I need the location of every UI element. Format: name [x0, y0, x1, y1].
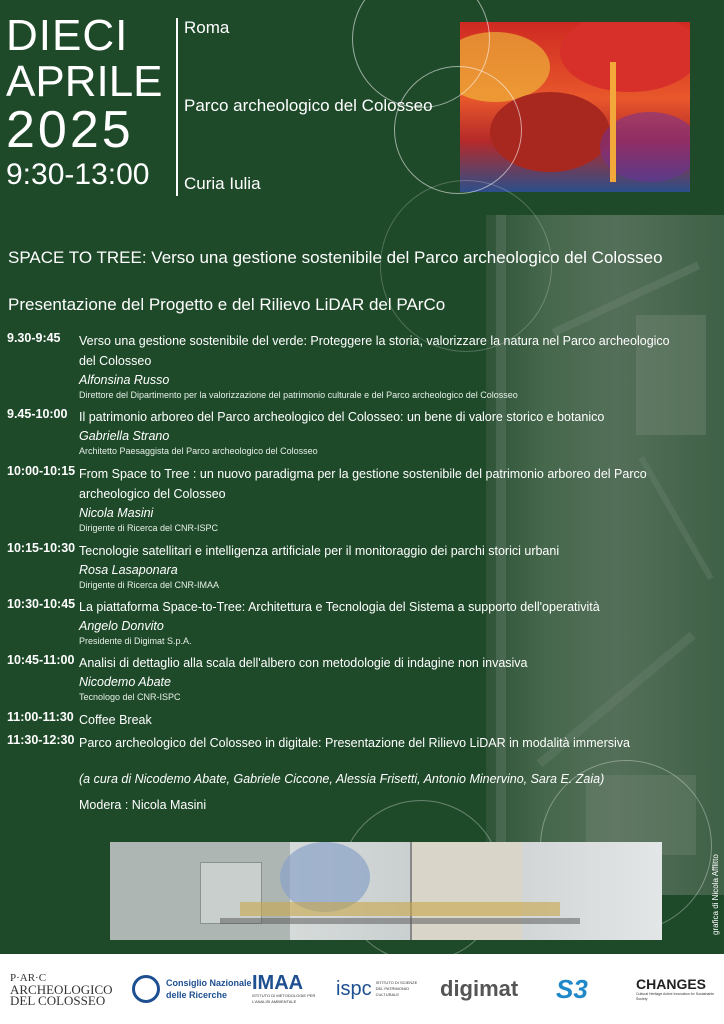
- imaa-logo-text: IMAA: [252, 972, 304, 994]
- program-time: 10:45-11:00: [7, 653, 75, 667]
- program-talk: La piattaforma Space-to-Tree: Architettura e Tecnologia del Sistema a supporto dell'operatività: [79, 600, 600, 614]
- program-time: 10:00-10:15: [7, 464, 76, 478]
- program-talk: Tecnologie satellitari e intelligenza artificiale per il monitoraggio dei parchi storici urbani: [79, 544, 560, 558]
- room: Curia Iulia: [184, 174, 261, 193]
- date-day: DIECI: [6, 11, 129, 60]
- program-role: Tecnologo del CNR-ISPC: [79, 692, 181, 702]
- ispc-logo: [336, 954, 424, 1024]
- program-time: 10:15-10:30: [7, 541, 76, 555]
- moderator: Modera : Nicola Masini: [79, 798, 207, 812]
- changes-logo-text: CHANGES: [636, 976, 707, 992]
- program-talk: Coffee Break: [79, 713, 152, 727]
- cnr-emblem-icon: [132, 975, 160, 1003]
- date-year: 2025: [6, 101, 134, 159]
- ispc-logo-text: ispc: [336, 977, 372, 1000]
- program-speaker: Gabriella Strano: [79, 429, 170, 443]
- program-talk: Parco archeologico del Colosseo in digitale: Presentazione del Rilievo LiDAR in modalità immersiva: [79, 736, 630, 750]
- parco-logo-line3: DEL COLOSSEO: [10, 992, 106, 1008]
- program-role: Presidente di Digimat S.p.A.: [79, 636, 192, 646]
- imaa-logo-subtitle: ISTITUTO DI METODOLOGIE PER L'ANALISI AMBIENTALE: [252, 993, 316, 1004]
- program-talk: Analisi di dettaglio alla scala dell'albero con metodologie di indagine non invasiva: [79, 656, 528, 670]
- imaa-logo: [252, 954, 324, 1024]
- program-speaker: (a cura di Nicodemo Abate, Gabriele Ciccone, Alessia Frisetti, Antonio Minervino, Sara E. Zaia): [79, 772, 605, 786]
- program-talk: From Space to Tree : un nuovo paradigma per la gestione sostenibile del patrimonio arboreo del Parco archeologico del Colosseo: [79, 467, 647, 501]
- program-time: 10:30-10:45: [7, 597, 76, 611]
- date-time: 9:30-13:00: [6, 158, 150, 191]
- program-talk: Il patrimonio arboreo del Parco archeologico del Colosseo: un bene di valore storico e botanico: [79, 410, 605, 424]
- program-role: Architetto Paesaggista del Parco archeologico del Colosseo: [79, 446, 318, 456]
- divider-line: [176, 18, 178, 196]
- decor-circle: [394, 66, 522, 194]
- logo-footer: [0, 954, 724, 1024]
- parco-logo-line1: P·AR·C: [10, 971, 47, 984]
- program-speaker: Rosa Lasaponara: [79, 563, 178, 577]
- cnr-logo: [132, 954, 252, 1024]
- program-speaker: Nicola Masini: [79, 506, 154, 520]
- s3-logo: [556, 954, 588, 1024]
- changes-logo-subtitle: Cultural Heritage Active Innovation for Sustainable Society: [636, 992, 715, 1001]
- program-time: 11:00-11:30: [7, 710, 74, 724]
- program-speaker: Alfonsina Russo: [79, 373, 170, 387]
- event-subtitle: Presentazione del Progetto e del Rilievo LiDAR del PArCo: [8, 295, 446, 314]
- program-speaker: Angelo Donvito: [79, 619, 164, 633]
- program-speaker: Nicodemo Abate: [79, 675, 171, 689]
- cnr-logo-line1: Consiglio Nazionale: [166, 978, 252, 988]
- graphics-credit: grafica di Nicola Afflitto: [711, 854, 720, 935]
- venue: Parco archeologico del Colosseo: [184, 96, 433, 115]
- program-time: 11:30-12:30: [7, 733, 75, 747]
- event-title: SPACE TO TREE: Verso una gestione sostenibile del Parco archeologico del Colosseo: [8, 248, 663, 267]
- program-time: 9.30-9:45: [7, 331, 61, 345]
- parco-logo-line2: ARCHEOLOGICO: [10, 981, 113, 997]
- cnr-logo-line2: delle Ricerche: [166, 990, 228, 1000]
- program-role: Direttore del Dipartimento per la valorizzazione del patrimonio culturale e del Parco archeologico del Colosseo: [79, 390, 518, 400]
- program-talk: Verso una gestione sostenibile del verde: Proteggere la storia, valorizzare la natura nel Parco archeologico del Colosseo: [79, 334, 670, 368]
- digimat-logo-text: digimat: [440, 976, 519, 1001]
- program-time: 9.45-10:00: [7, 407, 68, 421]
- date-month: APRILE: [6, 57, 163, 106]
- parco-colosseo-logo: [10, 954, 113, 1024]
- program-role: Dirigente di Ricerca del CNR-ISPC: [79, 523, 219, 533]
- changes-logo: [636, 954, 716, 1024]
- digimat-logo: [440, 954, 518, 1024]
- city: Roma: [184, 18, 230, 37]
- program-role: Dirigente di Ricerca del CNR-IMAA: [79, 580, 220, 590]
- lidar-section-image: [110, 842, 662, 940]
- ispc-logo-subtitle: ISTITUTO DI SCIENZE DEL PATRIMONIO CULTURALE: [375, 980, 418, 997]
- s3-logo-text: S3: [556, 973, 588, 1004]
